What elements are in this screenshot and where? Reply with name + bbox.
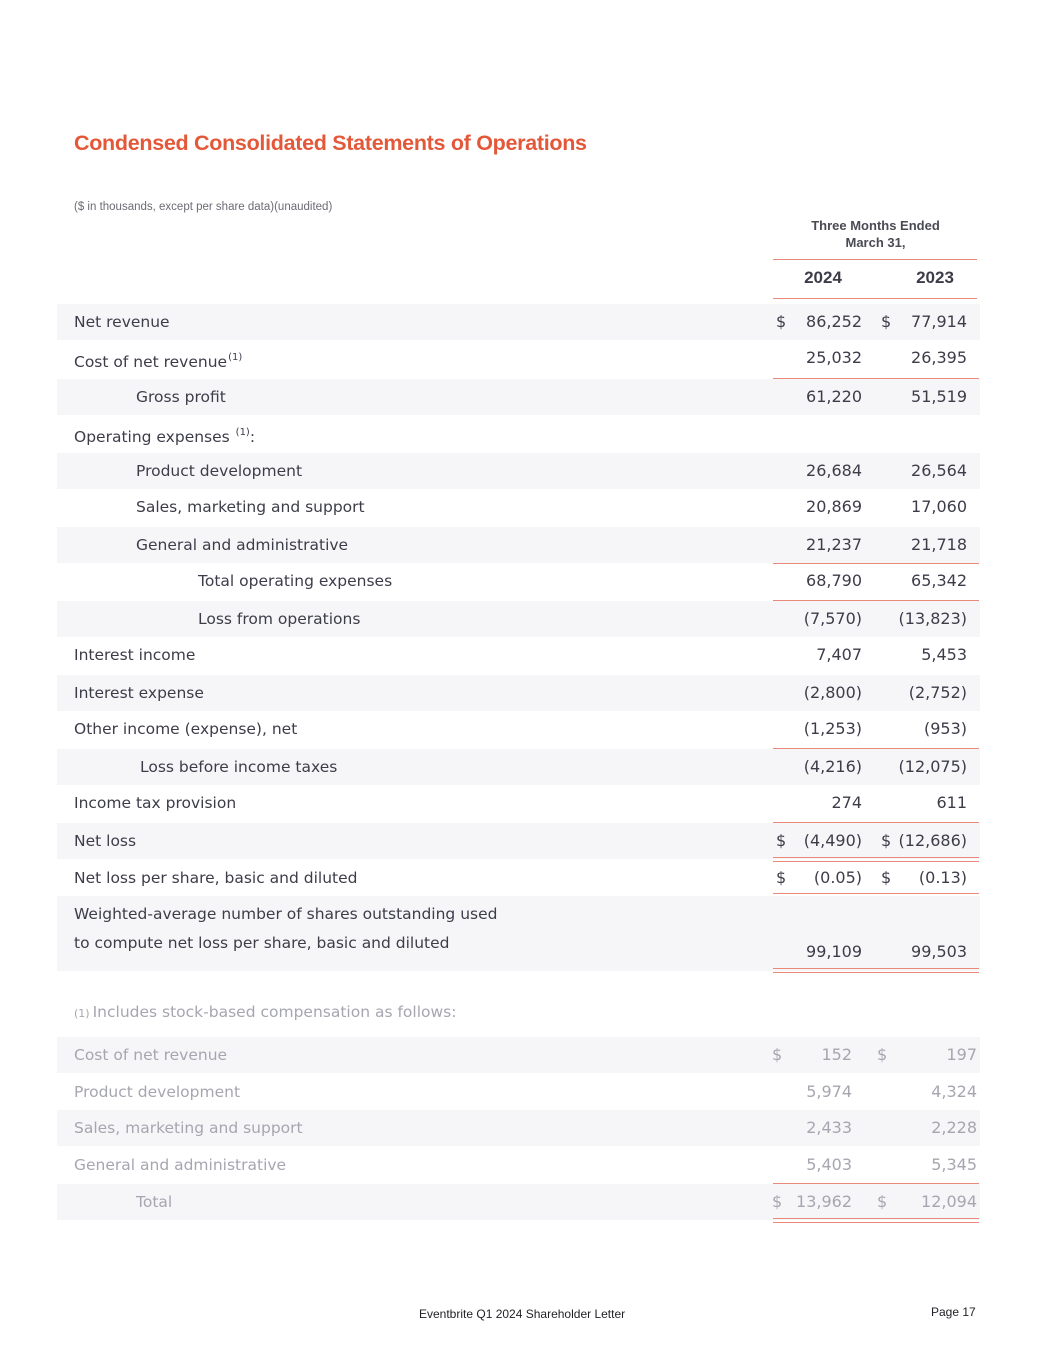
currency-2024: $: [776, 831, 787, 850]
page-title: Condensed Consolidated Statements of Operations: [74, 131, 587, 155]
row-loss-before-taxes: [57, 749, 980, 785]
value-2024: 13,962: [796, 1192, 852, 1211]
value-2024: (1,253): [803, 719, 862, 738]
row-label: Net loss: [74, 832, 137, 850]
value-2023: (0.13): [918, 868, 967, 887]
value-2024: 99,109: [806, 942, 862, 961]
row-net-revenue: [57, 304, 980, 340]
currency-2023: $: [881, 831, 892, 850]
double-rule: [773, 968, 979, 969]
row-operating-expenses: [57, 415, 980, 451]
row-net-loss-per-share: [57, 860, 980, 896]
double-rule: [773, 972, 979, 973]
footnote-marker: (1): [228, 352, 243, 363]
currency-2024: $: [776, 868, 787, 887]
row-cost-of-net-revenue: [57, 340, 980, 376]
currency-2023: $: [881, 312, 892, 331]
year-2023: 2023: [916, 268, 954, 287]
value-2024: (4,490): [803, 831, 862, 850]
currency-2023: $: [877, 1192, 888, 1211]
row-label: Cost of net revenue$^{(1)}$: [74, 352, 243, 371]
value-2024: (0.05): [813, 868, 862, 887]
value-2023: (953): [923, 719, 967, 738]
value-2024: 274: [831, 793, 862, 812]
header-rule-top: [773, 259, 977, 260]
row-label: General and administrative: [74, 1156, 287, 1174]
row-label: Product development: [136, 462, 303, 480]
header-rule-bottom: [773, 298, 977, 299]
value-2023: 26,395: [911, 348, 967, 367]
value-2023: 17,060: [911, 497, 967, 516]
row-net-loss: [57, 823, 980, 859]
value-2024: 5,974: [806, 1082, 852, 1101]
row-label: Total: [136, 1193, 173, 1211]
double-rule: [773, 1218, 979, 1219]
sbc-row-sales-marketing: [57, 1110, 980, 1146]
value-2024: 25,032: [806, 348, 862, 367]
value-2023: 5,453: [921, 645, 967, 664]
currency-2024: $: [776, 312, 787, 331]
row-label: Net revenue: [74, 313, 170, 331]
value-2024: 20,869: [806, 497, 862, 516]
value-2024: 2,433: [806, 1118, 852, 1137]
row-interest-expense: [57, 675, 980, 711]
double-rule: [773, 1222, 979, 1223]
footnote-marker: (1): [235, 427, 250, 438]
row-label: General and administrative: [136, 536, 349, 554]
row-sales-marketing: [57, 489, 980, 525]
currency-2024: $: [772, 1192, 783, 1211]
value-2023: 5,345: [931, 1155, 977, 1174]
row-label: Net loss per share, basic and diluted: [74, 869, 358, 887]
row-label: Sales, marketing and support: [136, 498, 365, 516]
sbc-row-total: [57, 1184, 980, 1220]
sbc-row-product-development: [57, 1074, 980, 1110]
row-label: Sales, marketing and support: [74, 1119, 303, 1137]
value-2023: 65,342: [911, 571, 967, 590]
currency-2023: $: [877, 1045, 888, 1064]
value-2024: (7,570): [803, 609, 862, 628]
year-2024: 2024: [804, 268, 842, 287]
sbc-row-general-administrative: [57, 1147, 980, 1183]
footer-document-name: Eventbrite Q1 2024 Shareholder Letter: [419, 1307, 626, 1321]
value-2023: 51,519: [911, 387, 967, 406]
value-2023: 99,503: [911, 942, 967, 961]
row-loss-from-operations: [57, 601, 980, 637]
row-label: Loss before income taxes: [140, 758, 338, 776]
value-2023: 12,094: [921, 1192, 977, 1211]
row-label: Product development: [74, 1083, 241, 1101]
value-2024: (2,800): [803, 683, 862, 702]
value-2023: 611: [936, 793, 967, 812]
value-2023: 77,914: [911, 312, 967, 331]
row-interest-income: [57, 637, 980, 673]
row-income-tax: [57, 785, 980, 821]
row-label: Cost of net revenue: [74, 1046, 228, 1064]
double-rule: [773, 893, 979, 894]
row-label: Weighted-average number of shares outstanding used to compute net loss per share, basic and diluted: [74, 905, 498, 952]
row-label: Income tax provision: [74, 794, 237, 812]
row-label: Gross profit: [136, 388, 226, 406]
footer-page-number: Page 17: [931, 1305, 976, 1319]
row-label: Other income (expense), net: [74, 720, 298, 738]
value-2024: 21,237: [806, 535, 862, 554]
row-gross-profit: [57, 379, 980, 415]
row-label: Interest expense: [74, 684, 204, 702]
value-2024: 68,790: [806, 571, 862, 590]
value-2024: 152: [821, 1045, 852, 1064]
row-general-administrative: [57, 527, 980, 563]
value-2023: (12,075): [898, 757, 967, 776]
row-other-income: [57, 711, 980, 747]
value-2024: 5,403: [806, 1155, 852, 1174]
row-product-development: [57, 453, 980, 489]
value-2023: 197: [946, 1045, 977, 1064]
page-subtitle: ($ in thousands, except per share data)(unaudited): [74, 201, 333, 213]
value-2024: 61,220: [806, 387, 862, 406]
row-total-operating-expenses: [57, 563, 980, 599]
period-line-1: Three Months Ended: [811, 218, 940, 233]
sbc-row-cost-of-net-revenue: [57, 1037, 980, 1073]
value-2024: 86,252: [806, 312, 862, 331]
row-weighted-average-shares: [57, 896, 980, 971]
currency-2024: $: [772, 1045, 783, 1064]
value-2023: (13,823): [898, 609, 967, 628]
footnote-marker: (1): [74, 1007, 90, 1020]
value-2023: 26,564: [911, 461, 967, 480]
footnote-heading: (1) Includes stock-based compensation as follows:: [74, 1003, 457, 1021]
row-label: Interest income: [74, 646, 196, 664]
value-2023: 2,228: [931, 1118, 977, 1137]
period-line-2: March 31,: [845, 235, 906, 250]
value-2023: (12,686): [898, 831, 967, 850]
row-label: Total operating expenses: [198, 572, 393, 590]
period-header: [773, 217, 978, 251]
row-label: Loss from operations: [198, 610, 361, 628]
currency-2023: $: [881, 868, 892, 887]
double-rule: [773, 857, 979, 858]
value-2023: 4,324: [931, 1082, 977, 1101]
value-2023: 21,718: [911, 535, 967, 554]
value-2024: 26,684: [806, 461, 862, 480]
row-label: Operating expenses $^{(1)}$:: [74, 427, 256, 446]
value-2024: 7,407: [816, 645, 862, 664]
value-2024: (4,216): [803, 757, 862, 776]
value-2023: (2,752): [908, 683, 967, 702]
